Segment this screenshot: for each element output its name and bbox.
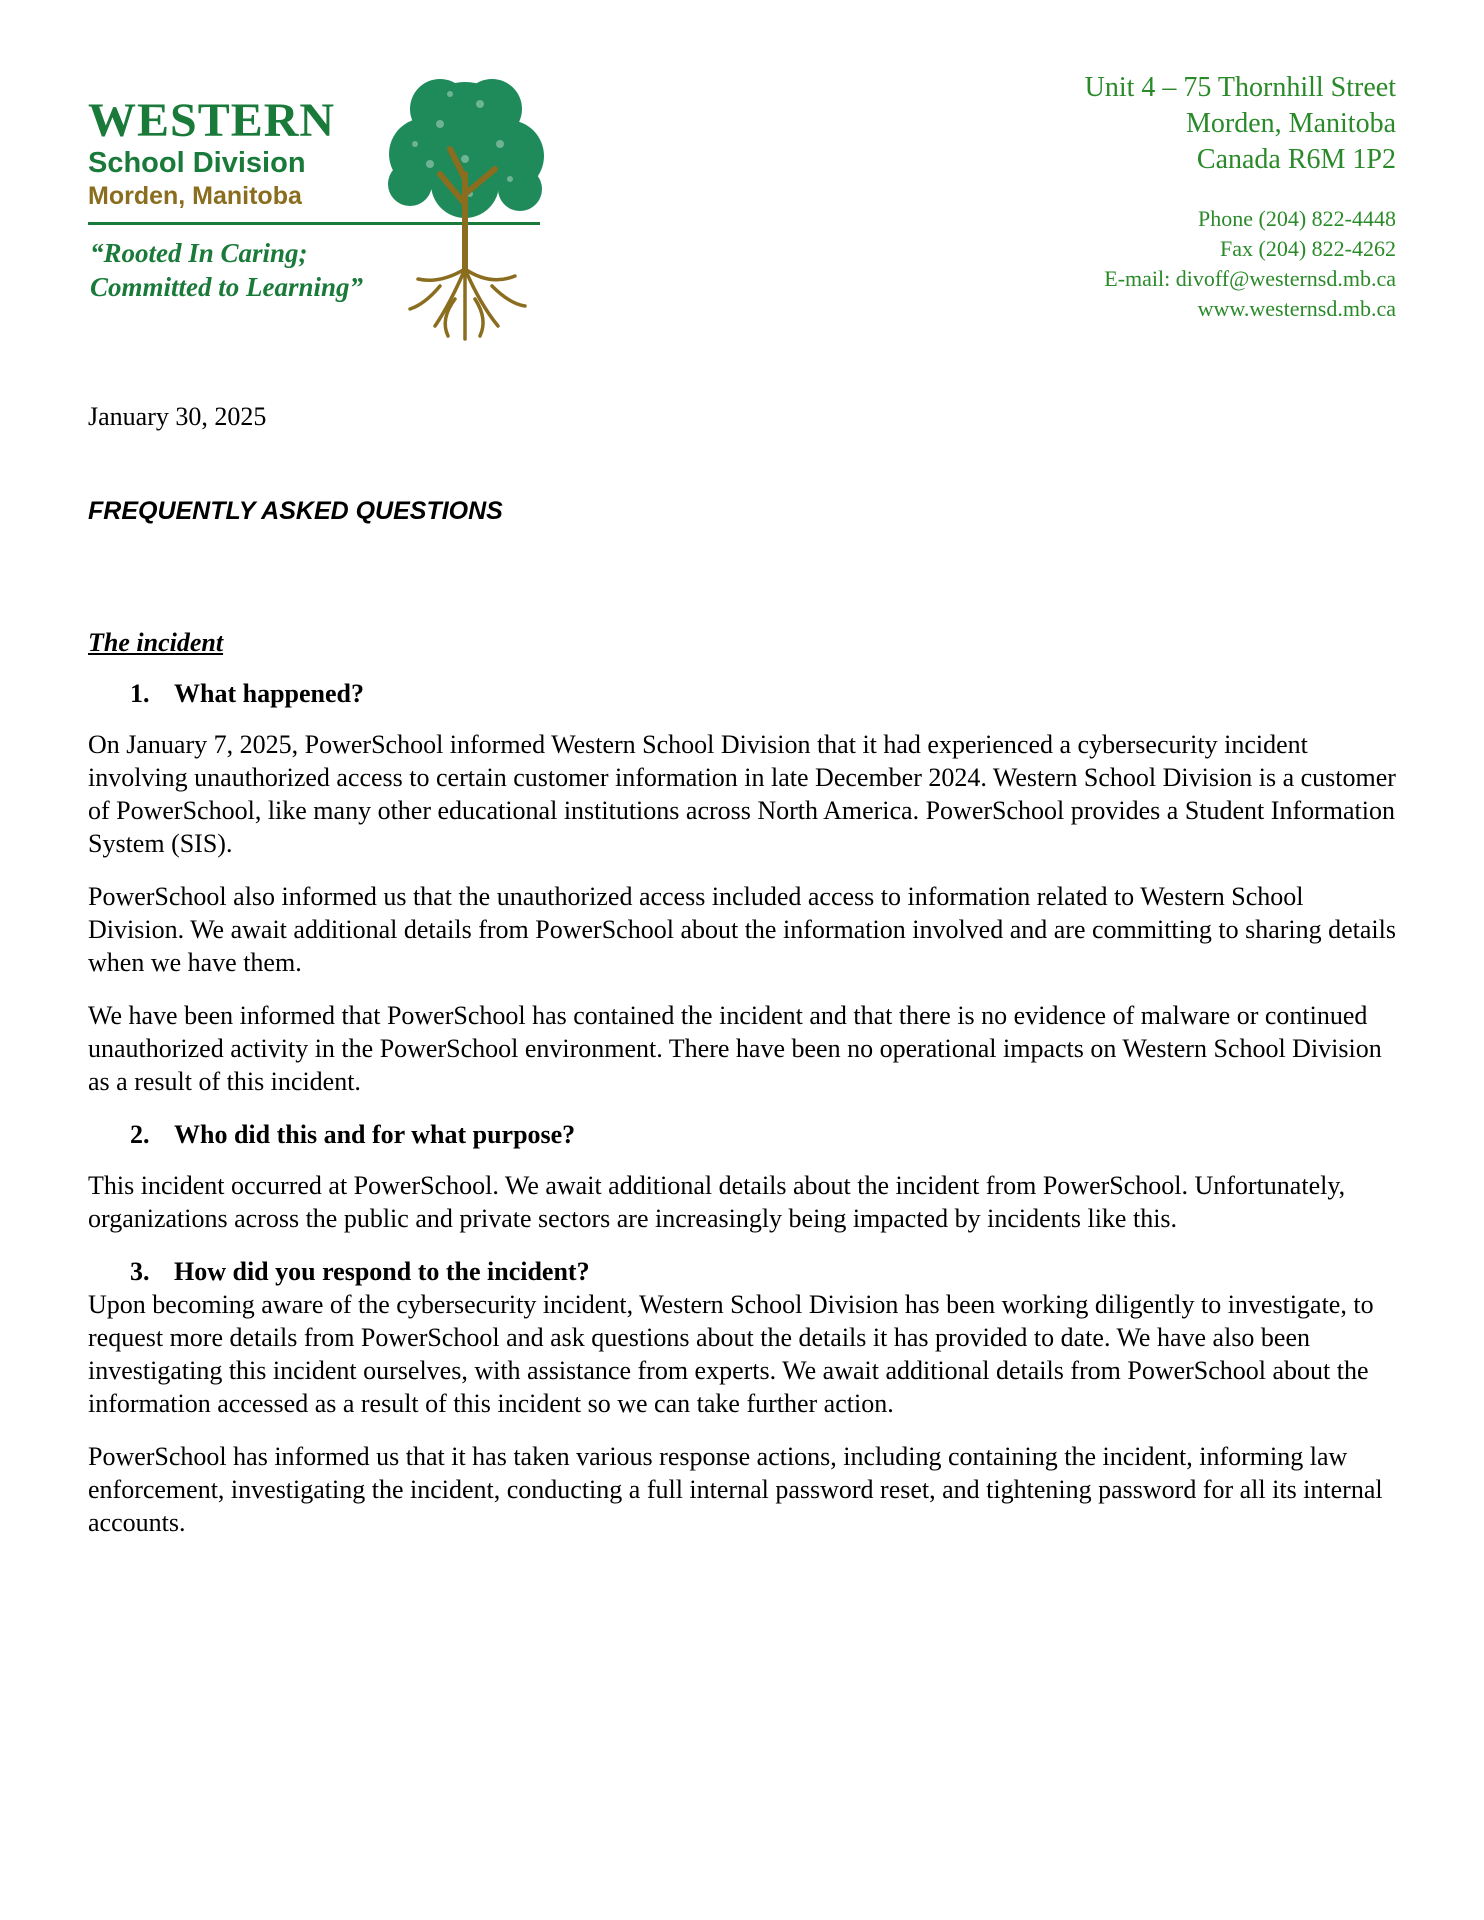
email-link[interactable]: E-mail: divoff@westernsd.mb.ca	[1104, 266, 1396, 291]
question-heading: 3. How did you respond to the incident?	[130, 1257, 590, 1286]
motto-line-1: “Rooted In Caring;	[90, 238, 308, 268]
answer-paragraph: PowerSchool has informed us that it has taken various response actions, including containing the incident, informing law enforcement, investigating the incident, conducting a full internal password reset, and tightening password for all its internal accounts.	[88, 1442, 1383, 1537]
section-title: The incident	[88, 628, 224, 657]
org-location: Morden, Manitoba	[88, 182, 302, 210]
document-title: FREQUENTLY ASKED QUESTIONS	[88, 497, 503, 525]
address-line-2: Morden, Manitoba	[1186, 108, 1396, 139]
tree-icon	[370, 64, 560, 344]
address-block	[1085, 70, 1396, 324]
phone: Phone (204) 822-4448	[1198, 206, 1396, 231]
org-subtitle: School Division	[88, 147, 306, 179]
address-line-1: Unit 4 – 75 Thornhill Street	[1084, 72, 1396, 103]
answer-paragraph: PowerSchool also informed us that the unauthorized access included access to information related to Western School Division. We await additional details from PowerSchool about the information involved and are committing to sharing details when we have them.	[88, 882, 1396, 977]
question-heading: 2. Who did this and for what purpose?	[130, 1120, 576, 1149]
answer-paragraph: On January 7, 2025, PowerSchool informed Western School Division that it had experienced a cybersecurity incident involving unauthorized access to certain customer information in late December 2024. Western School Division is a customer of PowerSchool, like many other educational institutions across North America. PowerSchool provides a Student Information System (SIS).	[88, 730, 1396, 858]
fax: Fax (204) 822-4262	[1220, 236, 1396, 261]
letter-date: January 30, 2025	[88, 402, 267, 431]
letter-body	[88, 400, 1398, 1559]
motto	[90, 236, 363, 304]
motto-line-2: Committed to Learning”	[90, 272, 364, 302]
org-name: WESTERN	[88, 94, 336, 147]
question-heading: 1. What happened?	[130, 679, 364, 708]
address-line-3: Canada R6M 1P2	[1196, 144, 1396, 175]
website-link[interactable]: www.westernsd.mb.ca	[1197, 296, 1396, 321]
answer-paragraph: Upon becoming aware of the cybersecurity incident, Western School Division has been working diligently to investigate, to request more details from PowerSchool and ask questions about the details it has provided to date. We have also been investigating this incident ourselves, with assistance from experts. We await additional details from PowerSchool about the information accessed as a result of this incident so we can take further action.	[88, 1290, 1374, 1418]
answer-paragraph: We have been informed that PowerSchool has contained the incident and that there is no evidence of malware or continued unauthorized activity in the PowerSchool environment. There have been no operational impacts on Western School Division as a result of this incident.	[88, 1001, 1382, 1096]
answer-paragraph: This incident occurred at PowerSchool. We await additional details about the incident from PowerSchool. Unfortunately, organizations across the public and private sectors are increasingly being impacted by incidents like this.	[88, 1171, 1346, 1233]
